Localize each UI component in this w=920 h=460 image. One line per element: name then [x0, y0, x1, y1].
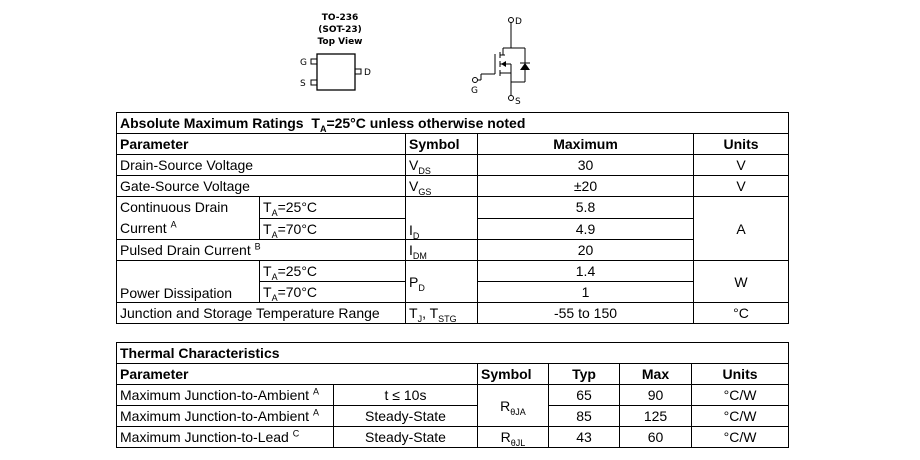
id-sub: D: [412, 230, 420, 240]
vds-sub: DS: [418, 165, 431, 176]
thermal-unit: °C/W: [692, 406, 789, 427]
abs-max-title: [117, 113, 789, 134]
thermal-param: [117, 427, 334, 448]
table-row: [117, 261, 789, 282]
tj-max: -55 to 150: [478, 303, 694, 324]
id-cond2-val: =70°C: [277, 220, 318, 237]
pd-cond2: [260, 282, 406, 303]
package-view: Top View: [317, 37, 363, 47]
thermal-param-text: Maximum Junction-to-Ambient: [120, 408, 310, 424]
pd-cond1-t: T: [263, 263, 272, 279]
id-cond2: [260, 218, 406, 240]
pd-symbol: [406, 261, 478, 303]
pd-param: Power Dissipation: [117, 261, 260, 303]
thermal-header-parameter: Parameter: [117, 364, 478, 385]
table-row: [117, 406, 789, 427]
thermal-param-text: Maximum Junction-to-Lead: [120, 429, 289, 445]
abs-max-header-row: [117, 134, 789, 155]
schematic-s-label: S: [515, 97, 521, 107]
table-row: [117, 155, 789, 176]
thermal-typ: 65: [549, 385, 620, 406]
header-symbol: Symbol: [406, 134, 478, 155]
id-cond1-sub: A: [271, 208, 278, 218]
thermal-header-typ: Typ: [549, 364, 620, 385]
thermal-cond: Steady-State: [334, 427, 478, 448]
thermal-typ: 85: [549, 406, 620, 427]
pd-sym: P: [409, 273, 419, 290]
vgs-unit: V: [694, 176, 789, 197]
pin-s-lead: [311, 80, 317, 85]
pd-max1: 1.4: [478, 261, 694, 282]
package-title: [300, 12, 380, 48]
thermal-max: 60: [620, 427, 692, 448]
thermal-param-text: Maximum Junction-to-Ambient: [120, 387, 310, 403]
thermal-header-symbol: Symbol: [478, 364, 549, 385]
rtheta-jl-sym: R: [500, 429, 511, 445]
tj-sub1: J: [417, 313, 423, 324]
id-sym: I: [409, 222, 413, 238]
body-diode-icon: [520, 63, 530, 70]
rtheta-jl-sub: θJL: [510, 437, 526, 448]
thermal-unit: °C/W: [692, 385, 789, 406]
schematic-d-label: D: [515, 17, 522, 27]
pd-max2: 1: [478, 282, 694, 303]
mosfet-schematic: [465, 10, 545, 108]
idm-sub: DM: [412, 250, 427, 261]
rtheta-jl-symbol: [478, 427, 549, 448]
tj-unit: °C: [694, 303, 789, 324]
package-name: TO-236: [321, 13, 359, 23]
id-note: A: [170, 219, 177, 230]
id-param-line1: Continuous Drain: [120, 199, 229, 215]
tj-sym1: T: [409, 305, 418, 321]
vds-max: 30: [478, 155, 694, 176]
header-units: Units: [694, 134, 789, 155]
pd-cond1-val: =25°C: [277, 263, 318, 279]
idm-note: B: [254, 241, 261, 252]
tj-param: Junction and Storage Temperature Range: [117, 303, 406, 324]
thermal-typ: 43: [549, 427, 620, 448]
thermal-header-max: Max: [620, 364, 692, 385]
pin-g-lead: [311, 59, 317, 64]
thermal-cond: Steady-State: [334, 406, 478, 427]
tj-sub2: STG: [438, 313, 457, 324]
abs-max-title-cond: =25°C unless otherwise noted: [326, 115, 526, 131]
thermal-header-units: Units: [692, 364, 789, 385]
idm-param: [117, 240, 406, 261]
channel-arrow-icon: [501, 61, 506, 67]
pin-s-label: S: [300, 79, 306, 89]
header-parameter: Parameter: [117, 134, 406, 155]
rtheta-ja-sym: R: [500, 397, 511, 414]
thermal-max: 90: [620, 385, 692, 406]
thermal-note: A: [312, 407, 319, 418]
idm-param-text: Pulsed Drain Current: [120, 242, 251, 258]
vds-symbol: [406, 155, 478, 176]
idm-sym: I: [409, 242, 413, 258]
tj-symbol: [406, 303, 478, 324]
table-row: [117, 197, 789, 219]
pin-d-label: D: [364, 68, 371, 78]
thermal-cond: t ≤ 10s: [334, 385, 478, 406]
id-max1: 5.8: [478, 197, 694, 219]
package-alias: (SOT-23): [318, 25, 362, 35]
thermal-header-row: [117, 364, 789, 385]
table-row: [117, 303, 789, 324]
id-cond1-t: T: [263, 199, 272, 216]
thermal-note: C: [292, 428, 300, 439]
vgs-sub: GS: [418, 186, 432, 197]
pd-cond2-val: =70°C: [277, 284, 318, 300]
id-unit: A: [694, 197, 789, 261]
vgs-symbol: [406, 176, 478, 197]
vds-param: Drain-Source Voltage: [117, 155, 406, 176]
abs-max-title-text: Absolute Maximum Ratings: [120, 115, 304, 131]
abs-max-title-t: T: [311, 115, 320, 131]
id-max2: 4.9: [478, 218, 694, 240]
pin-d-lead: [355, 69, 361, 74]
rtheta-ja-sub: θJA: [510, 406, 526, 417]
thermal-param: [117, 385, 334, 406]
thermal-param: [117, 406, 334, 427]
table-row: [117, 176, 789, 197]
id-cond2-t: T: [263, 220, 272, 237]
pd-cond2-sub: A: [271, 292, 278, 303]
id-param-line2: Current: [120, 220, 167, 236]
vds-sym: V: [409, 157, 419, 173]
thermal-max: 125: [620, 406, 692, 427]
tj-sep: , T: [422, 305, 439, 321]
header-maximum: Maximum: [478, 134, 694, 155]
vgs-max: ±20: [478, 176, 694, 197]
pin-g-label: G: [300, 58, 307, 68]
thermal-characteristics-table: [116, 342, 789, 448]
schematic-g-label: G: [471, 86, 478, 96]
thermal-unit: °C/W: [692, 427, 789, 448]
vgs-sym: V: [409, 178, 419, 194]
pd-unit: W: [694, 261, 789, 303]
id-cond1: [260, 197, 406, 219]
pd-sub: D: [418, 282, 425, 293]
id-cond2-sub: A: [271, 229, 278, 240]
pd-cond1: [260, 261, 406, 282]
abs-max-title-sub: A: [319, 123, 327, 134]
table-row: [117, 240, 789, 261]
pd-cond2-t: T: [263, 284, 272, 300]
id-param: [117, 197, 260, 240]
idm-symbol: [406, 240, 478, 261]
id-symbol: [406, 197, 478, 240]
thermal-note: A: [312, 386, 319, 397]
package-outline-diagram: [295, 50, 385, 100]
package-body: [317, 54, 355, 90]
vgs-param: Gate-Source Voltage: [117, 176, 406, 197]
rtheta-ja-symbol: [478, 385, 549, 427]
table-row: [117, 385, 789, 406]
pd-cond1-sub: A: [271, 271, 278, 282]
table-row: [117, 427, 789, 448]
id-cond1-val: =25°C: [277, 199, 318, 216]
vds-unit: V: [694, 155, 789, 176]
absolute-maximum-ratings-table: [116, 112, 789, 324]
thermal-title: Thermal Characteristics: [117, 343, 789, 364]
idm-max: 20: [478, 240, 694, 261]
